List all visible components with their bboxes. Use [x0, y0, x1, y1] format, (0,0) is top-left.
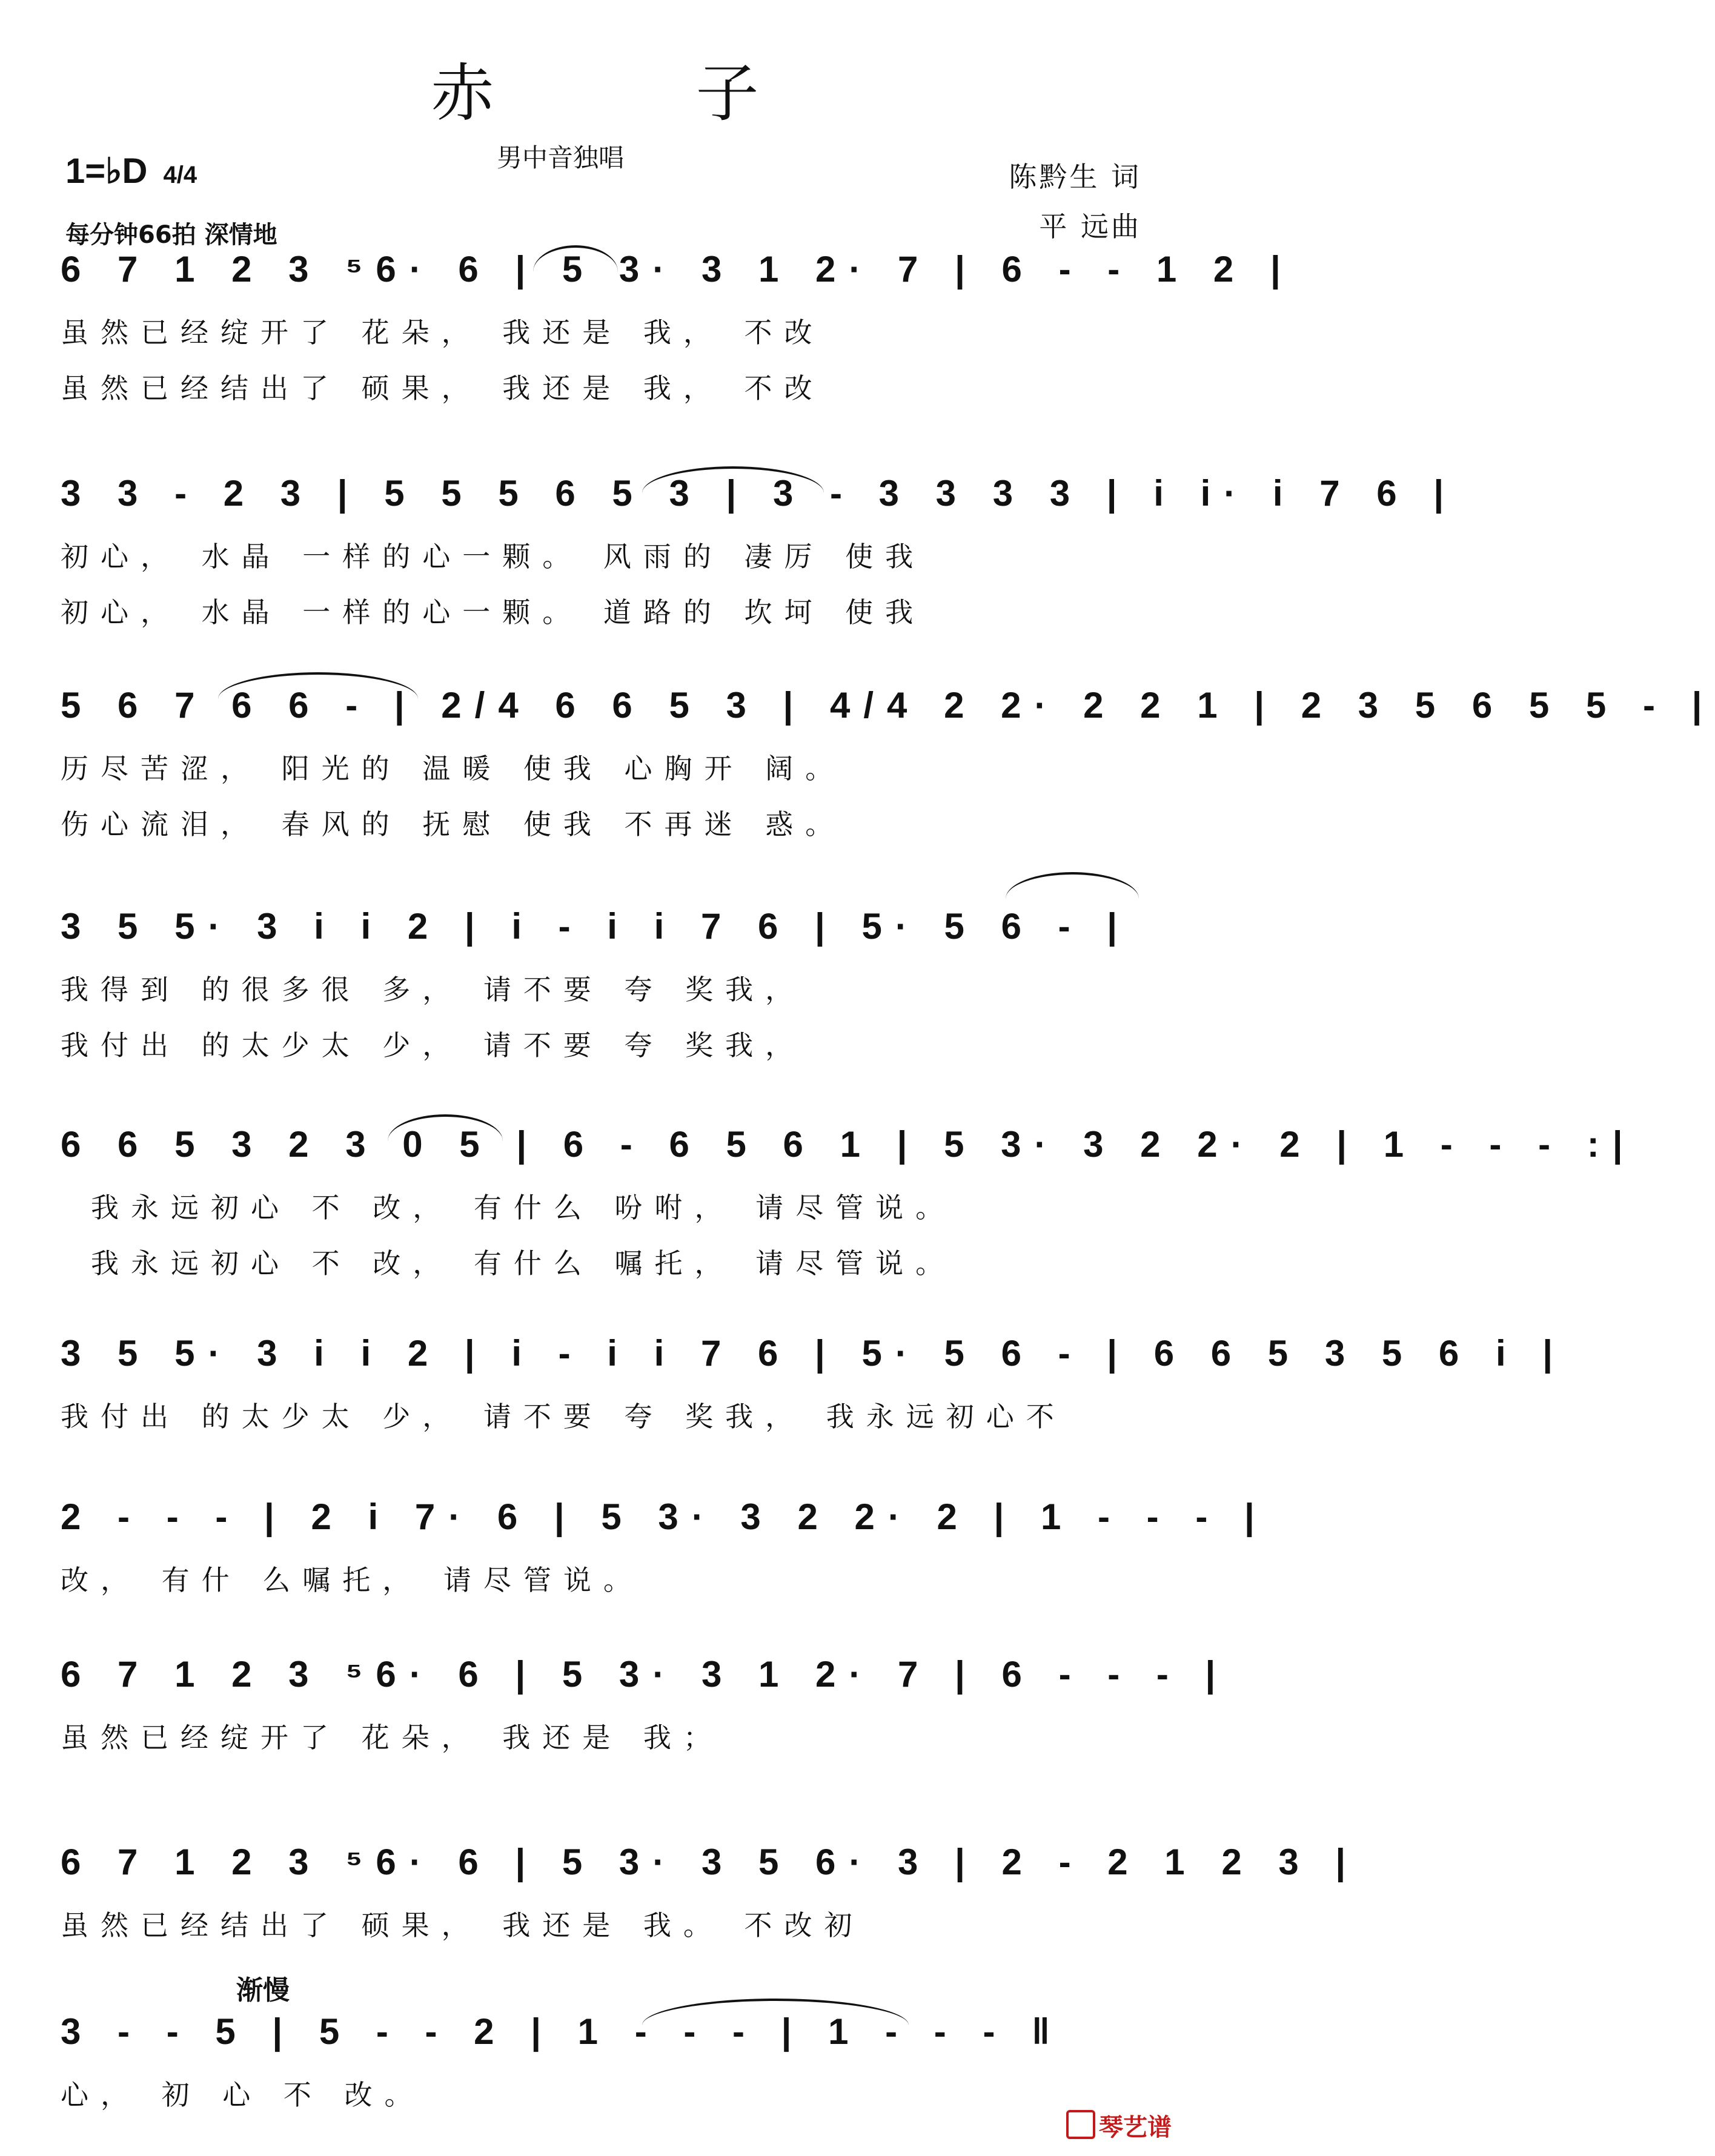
logo-icon — [1066, 2110, 1095, 2139]
notation-line: 3 3 - 2 3 | 5 5 5 6 5 3 | 3 - 3 3 3 3 | i i· i 7 6 | — [61, 473, 1458, 514]
score-row — [61, 472, 1458, 630]
lyric-line: 初心， 水晶 一样的心一颗。 道路的 坎坷 使我 — [61, 596, 926, 629]
notation-line: 6 7 1 2 3 ⁵6· 6 | 5 3· 3 1 2· 7 | 6 - - 1 2 | — [61, 249, 1294, 289]
notation-line: 6 7 1 2 3 ⁵6· 6 | 5 3· 3 5 6· 3 | 2 - 2 1 2 3 | — [61, 1842, 1359, 1882]
score-row — [61, 248, 1294, 406]
lyric-line: 心， 初 心 不 改。 — [61, 2078, 425, 2111]
key-label: 1=♭D — [65, 151, 148, 191]
notation-line: 6 7 1 2 3 ⁵6· 6 | 5 3· 3 1 2· 7 | 6 - - - | — [61, 1654, 1229, 1695]
lyric-line: 我得到 的很多很 多， 请不要 夸 奖我， — [61, 973, 806, 1006]
notation-line: 3 5 5· 3 i i 2 | i - i i 7 6 | 5· 5 6 - | 6 6 5 3 5 6 i | — [61, 1333, 1567, 1374]
score-row — [61, 1653, 1229, 1756]
lyricist: 陈黔生 词 — [1009, 160, 1141, 193]
lyric-line: 虽然已经绽开了 花朵， 我还是 我， 不改 — [61, 316, 824, 349]
logo-text: 琴艺谱 — [1099, 2114, 1172, 2141]
slur-mark — [642, 1999, 909, 2025]
lyric-line: 我付出 的太少太 少， 请不要 夸 奖我， 我永远初心不 — [61, 1400, 1066, 1433]
lyric-line: 虽然已经绽开了 花朵， 我还是 我； — [61, 1721, 723, 1754]
lyric-line: 伤心流泪， 春风的 抚慰 使我 不再迷 惑。 — [61, 808, 846, 841]
page-title: 赤 子 — [431, 56, 850, 130]
tempo-change-marking: 渐慢 — [236, 1975, 290, 2006]
lyric-line: 我付出 的太少太 少， 请不要 夸 奖我， — [61, 1029, 806, 1062]
tempo-marking: 每分钟66拍 深情地 — [65, 221, 277, 249]
key-signature — [65, 150, 197, 191]
time-signature: 4/4 — [163, 162, 197, 188]
site-logo — [1066, 2108, 1172, 2143]
lyric-line: 虽然已经结出了 硕果， 我还是 我。 不改初 — [61, 1909, 864, 1942]
lyric-line: 历尽苦涩， 阳光的 温暖 使我 心胸开 阔。 — [61, 752, 846, 785]
score-row — [61, 1332, 1567, 1435]
lyric-line: 我永远初心 不 改， 有什么 嘱托， 请尽管说。 — [91, 1247, 956, 1280]
score-row — [61, 905, 1151, 1063]
slur-mark — [218, 672, 418, 699]
notation-line: 6 6 5 3 2 3 0 5 | 6 - 6 5 6 1 | 5 3· 3 2 2· 2 | 1 - - - :| — [61, 1124, 1636, 1165]
score-row — [61, 1123, 1636, 1281]
lyric-line: 改， 有什 么嘱托， 请尽管说。 — [61, 1564, 643, 1596]
score-row — [61, 1841, 1359, 1943]
slur-mark — [642, 466, 824, 493]
subtitle: 男中音独唱 — [497, 143, 625, 173]
slur-mark — [388, 1114, 503, 1141]
composer: 平 远曲 — [1039, 210, 1141, 243]
lyric-line: 初心， 水晶 一样的心一颗。 风雨的 凄厉 使我 — [61, 540, 926, 573]
notation-line: 5 6 7 6 6 - | 2/4 6 6 5 3 | 4/4 2 2· 2 2 1 | 2 3 5 6 5 5 - | — [61, 685, 1715, 726]
score-row — [61, 2011, 1151, 2113]
notation-line: 2 - - - | 2 i 7· 6 | 5 3· 3 2 2· 2 | 1 - - - | — [61, 1496, 1268, 1537]
notation-line: 3 5 5· 3 i i 2 | i - i i 7 6 | 5· 5 6 - | — [61, 906, 1131, 947]
score-row — [61, 684, 1715, 842]
lyric-line: 虽然已经结出了 硕果， 我还是 我， 不改 — [61, 372, 824, 405]
notation-line: 3 - - 5 | 5 - - 2 | 1 - - - | 1 - - - ‖ — [61, 2011, 1063, 2052]
slur-mark — [1006, 872, 1139, 899]
score-row — [61, 1496, 1268, 1598]
lyric-line: 我永远初心 不 改， 有什么 吩咐， 请尽管说。 — [91, 1191, 956, 1224]
